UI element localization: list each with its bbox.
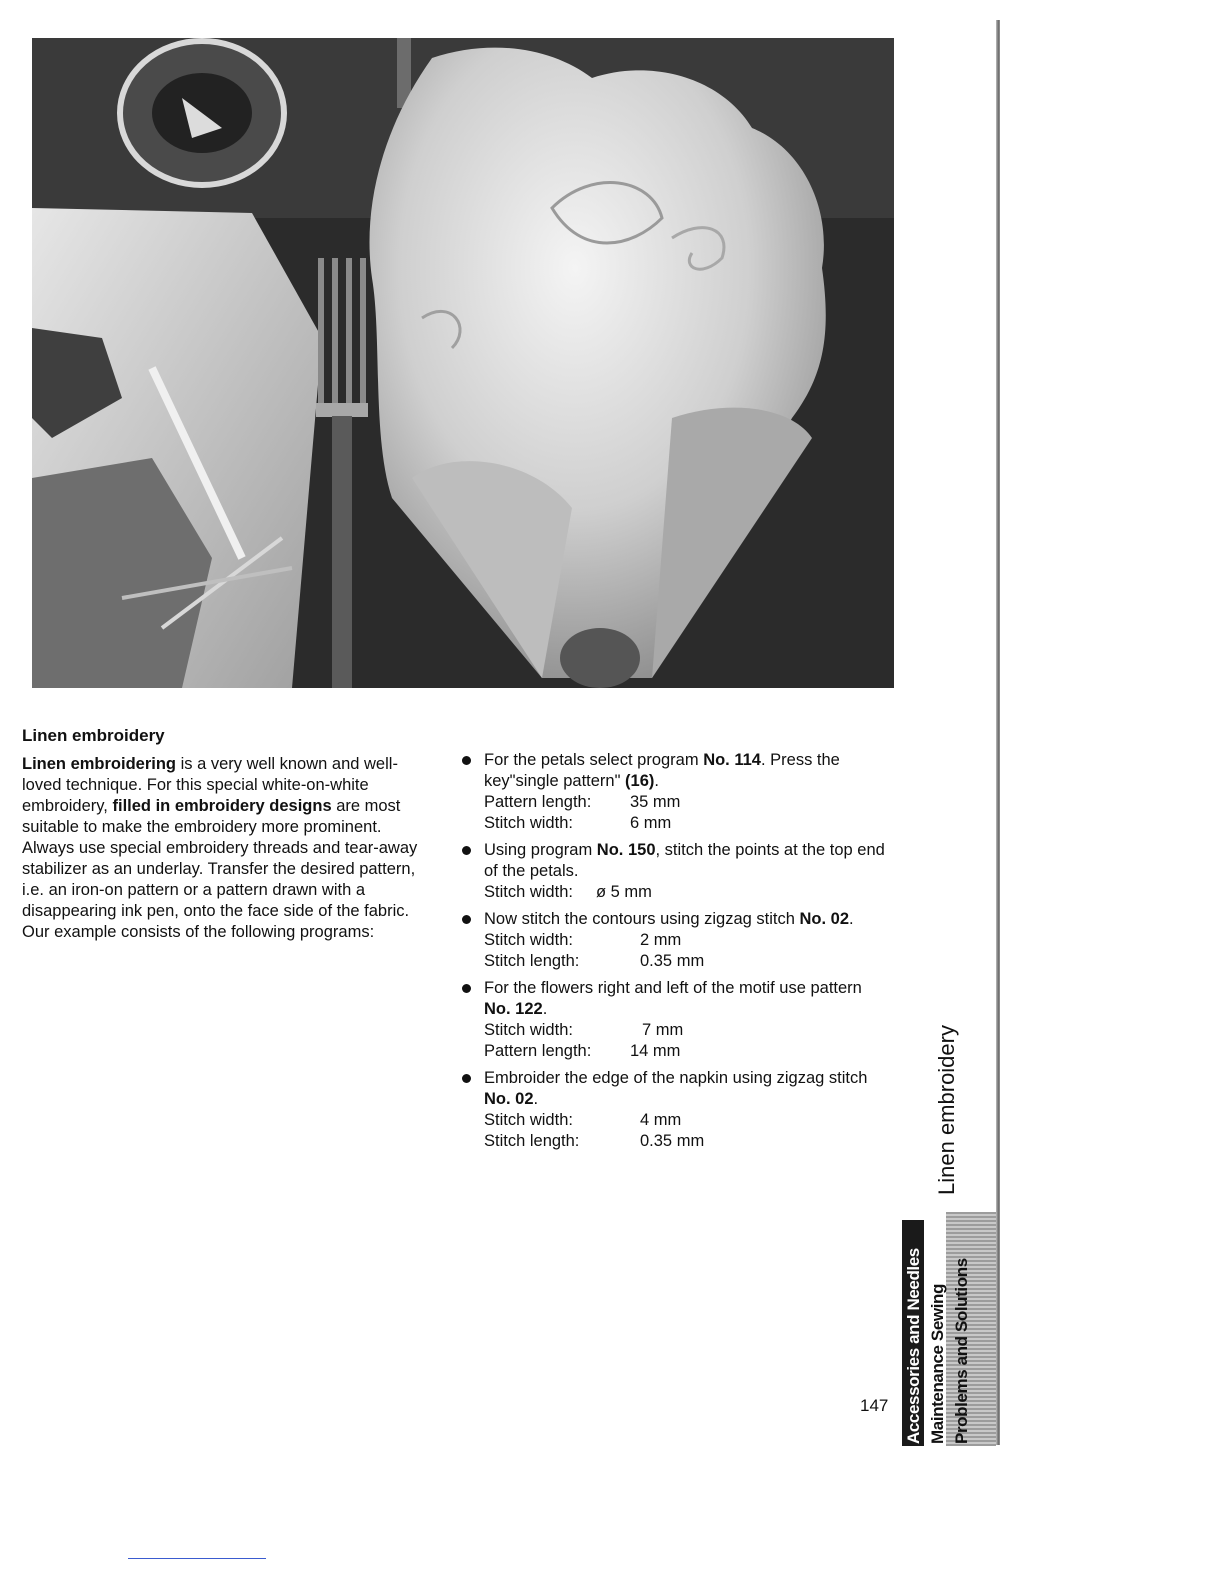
step-text: , stitch the points at the top end of the petals. (484, 841, 885, 880)
param-value: 35 mm (630, 793, 681, 811)
step-text: . (542, 1000, 548, 1018)
step-item (462, 909, 892, 972)
step-text: For the petals select program (484, 751, 704, 769)
param-value: 0.35 mm (640, 952, 705, 970)
step-text: For the flowers right and left of the motif use pattern (484, 979, 862, 997)
step-item (462, 840, 892, 903)
step-program: No. 150 (596, 841, 656, 859)
step-text: Now stitch the contours using zigzag stitch (484, 910, 800, 928)
bullet-icon (462, 846, 471, 855)
param-row (484, 813, 892, 834)
step-program: No. 02 (799, 910, 850, 928)
param-row (484, 1131, 892, 1152)
steps-column (462, 750, 892, 1158)
param-label: Stitch length: (484, 1132, 580, 1150)
step-program: No. 122 (484, 1000, 543, 1018)
step-text: . (533, 1090, 539, 1108)
param-label: Pattern length: (484, 793, 592, 811)
bullet-icon (462, 756, 471, 765)
intro-text-1: is a very well known and well-loved technique. For this special white-on-white embroidery, (22, 755, 398, 815)
step-program: No. 02 (484, 1090, 534, 1108)
step-text: . (654, 772, 659, 790)
step-item (462, 1068, 892, 1152)
param-value: 6 mm (630, 814, 672, 832)
param-row (484, 1020, 892, 1041)
page-edge-border (996, 20, 1000, 1445)
param-row (484, 1041, 892, 1062)
param-label: Stitch width: (484, 1021, 573, 1039)
chapter-tabs (902, 1212, 996, 1446)
step-text: Using program (484, 841, 597, 859)
bullet-icon (462, 984, 471, 993)
bullet-icon (462, 915, 471, 924)
napkin-photo (32, 38, 894, 688)
step-program: No. 114 (703, 751, 761, 769)
param-label: Stitch width: (484, 1111, 573, 1129)
tab-accessories-needles[interactable]: Accessories and Needles (904, 1248, 923, 1444)
step-key: (16) (625, 772, 655, 790)
intro-bold-1: Linen embroidering (22, 755, 177, 773)
param-row (484, 951, 892, 972)
param-label: Stitch width: (484, 814, 573, 832)
tab-problems-solutions[interactable]: Problems and Solutions (952, 1258, 971, 1444)
step-text: Embroider the edge of the napkin using zigzag stitch (484, 1069, 868, 1087)
param-label: Stitch width: (484, 883, 573, 901)
intro-text-2: are most suitable to make the embroidery more prominent. Always use special embroidery threads and tear-away stabilizer as an underlay. Transfer the desired pattern, i.e. an iron-on pattern or a pattern drawn with a disappearing ink pen, onto the face side of the fabric. Our example consists of the following programs: (22, 797, 418, 941)
bullet-icon (462, 1074, 471, 1083)
param-row (484, 930, 892, 951)
tab-maintenance-sewing[interactable]: Maintenance Sewing (928, 1283, 947, 1444)
param-value: 7 mm (642, 1021, 684, 1039)
param-label: Stitch width: (484, 931, 573, 949)
footer-underline (128, 1558, 266, 1559)
intro-column (22, 726, 432, 943)
param-label: Pattern length: (484, 1042, 592, 1060)
intro-paragraph (22, 754, 432, 943)
param-value: 4 mm (640, 1111, 682, 1129)
step-text: . (849, 910, 854, 928)
param-row (484, 1110, 892, 1131)
step-text: . Press the key"single pattern" (484, 751, 840, 790)
param-value: 0.35 mm (640, 1132, 705, 1150)
param-value: 14 mm (630, 1042, 681, 1060)
page-number: 147 (860, 1396, 889, 1415)
step-item (462, 978, 892, 1062)
param-row (484, 792, 892, 813)
param-value: ø 5 mm (596, 883, 652, 901)
side-chapter-title: Linen embroidery (934, 1025, 959, 1195)
param-label: Stitch length: (484, 952, 580, 970)
param-value: 2 mm (640, 931, 682, 949)
step-item (462, 750, 892, 834)
section-heading: Linen embroidery (22, 726, 165, 745)
intro-bold-2: filled in embroidery designs (112, 797, 332, 815)
param-row (484, 882, 892, 903)
